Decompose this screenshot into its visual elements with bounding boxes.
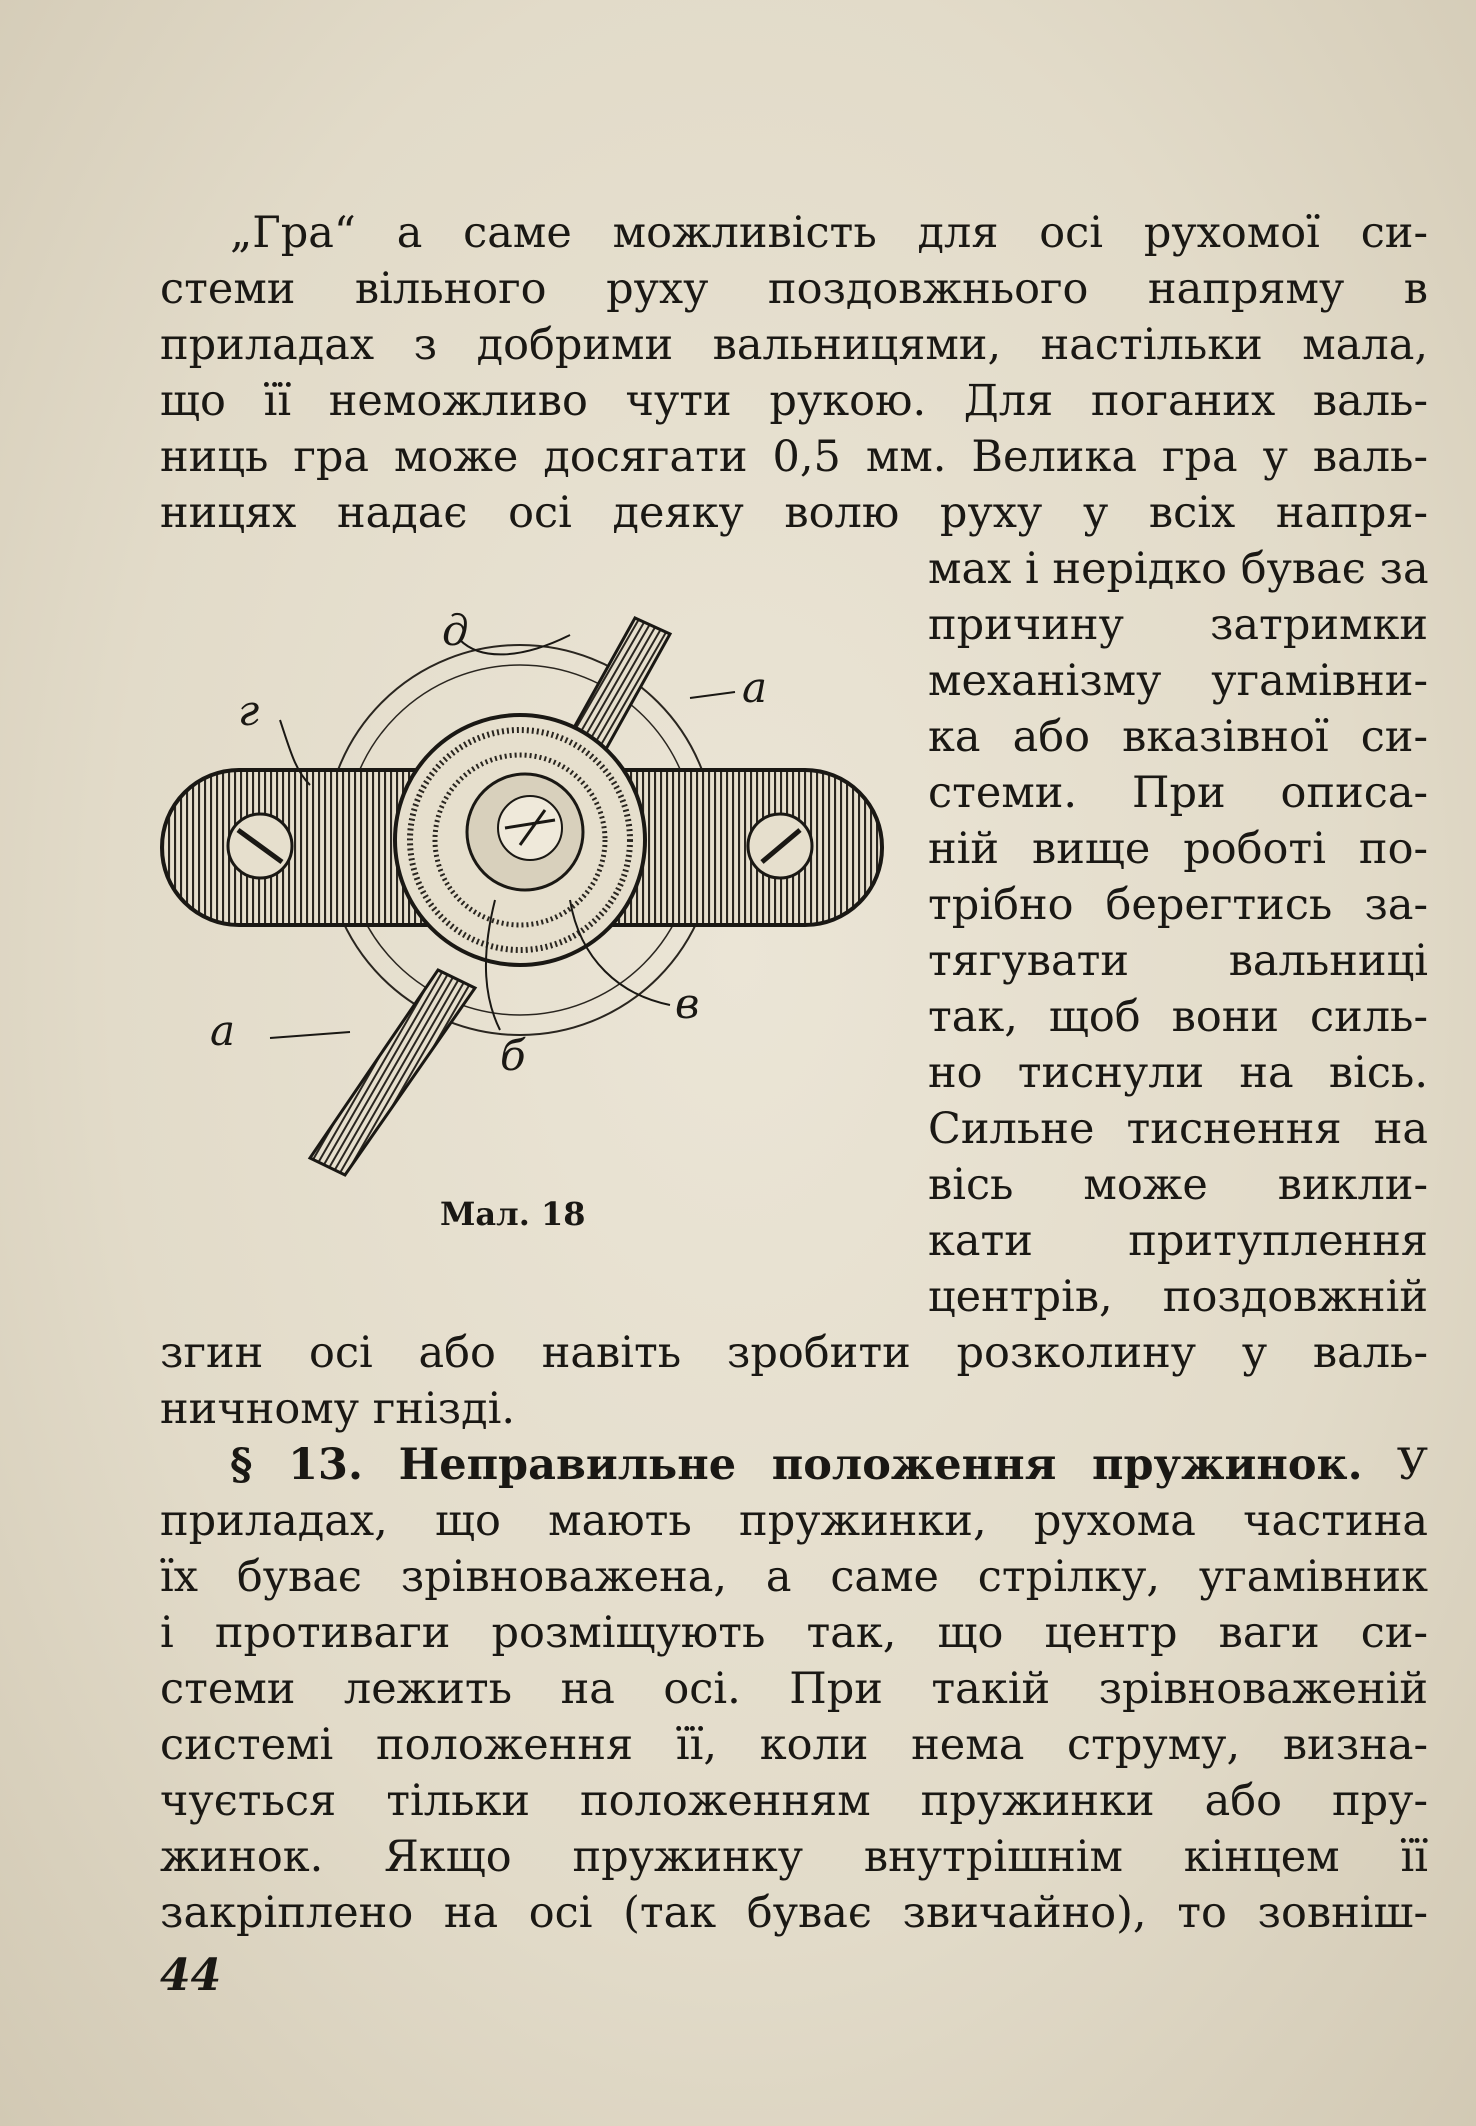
section-heading: § 13. Неправильне положення пружинок. — [230, 1440, 1363, 1490]
text-line: приладах з добрими вальницями, настільки мала, — [160, 320, 1428, 370]
bearing-assembly-drawing-icon — [162, 618, 882, 1175]
figure-label-a-top: а — [742, 663, 768, 712]
wrap-text-line: кати притуплення — [928, 1216, 1428, 1266]
figure-label-v: в — [675, 979, 700, 1028]
wrap-text-line: центрів, поздовжній — [928, 1272, 1428, 1322]
figure-caption: Мал. 18 — [440, 1195, 586, 1233]
section-heading-line — [230, 1437, 1428, 1493]
wrap-text-line: вісь може викли- — [928, 1160, 1428, 1210]
text-line: їх буває зрівноважена, а саме стрілку, угамівник — [160, 1552, 1428, 1602]
text-line: ниць гра може досягати 0,5 мм. Велика гра у валь- — [160, 432, 1428, 482]
text-line: ничному гнізді. — [160, 1384, 516, 1434]
text-line: ницях надає осі деяку волю руху у всіх напря- — [160, 488, 1428, 538]
text-line: жинок. Якщо пружинку внутрішнім кінцем її — [160, 1832, 1428, 1882]
text-line: системі положення її, коли нема струму, визна- — [160, 1720, 1428, 1770]
figure-label-b: б — [500, 1031, 526, 1080]
wrap-text-line: ка або вказівної си- — [928, 712, 1428, 762]
text-line: стеми вільного руху поздовжнього напряму в — [160, 264, 1428, 314]
text-line: „Гра“ а саме можливість для осі рухомої си- — [230, 208, 1428, 258]
wrap-text-line: трібно берегтись за- — [928, 880, 1428, 930]
text-line: що її неможливо чути рукою. Для поганих валь- — [160, 376, 1428, 426]
wrap-text-line: но тиснули на вісь. — [928, 1048, 1428, 1098]
text-line: і противаги розміщують так, що центр ваги си- — [160, 1608, 1428, 1658]
bearing-figure — [150, 600, 910, 1180]
text-line: чується тільки положенням пружинки або пру- — [160, 1776, 1428, 1826]
text-line: згин осі або навіть зробити розколину у валь- — [160, 1328, 1428, 1378]
figure-label-a-bottom: а — [210, 1006, 236, 1055]
figure-label-d: д — [442, 606, 469, 655]
wrap-text-line: так, щоб вони силь- — [928, 992, 1428, 1042]
text-line: приладах, що мають пружинки, рухома частина — [160, 1496, 1428, 1546]
wrap-text-line: ній вище роботі по- — [928, 824, 1428, 874]
wrap-text-line: тягувати вальниці — [928, 936, 1428, 986]
wrap-text-line: мах і нерідко буває за — [928, 544, 1429, 594]
page-number: 44 — [160, 1950, 222, 2001]
text-line: закріплено на осі (так буває звичайно), то зовніш- — [160, 1888, 1428, 1938]
section-first-word: У — [1396, 1440, 1428, 1490]
text-line: стеми лежить на осі. При такій зрівноваженій — [160, 1664, 1428, 1714]
wrap-text-line: Сильне тиснення на — [928, 1104, 1428, 1154]
figure-label-g: г — [238, 686, 260, 735]
wrap-text-line: механізму угамівни- — [928, 656, 1428, 706]
wrap-text-line: стеми. При описа- — [928, 768, 1428, 818]
wrap-text-line: причину затримки — [928, 600, 1428, 650]
